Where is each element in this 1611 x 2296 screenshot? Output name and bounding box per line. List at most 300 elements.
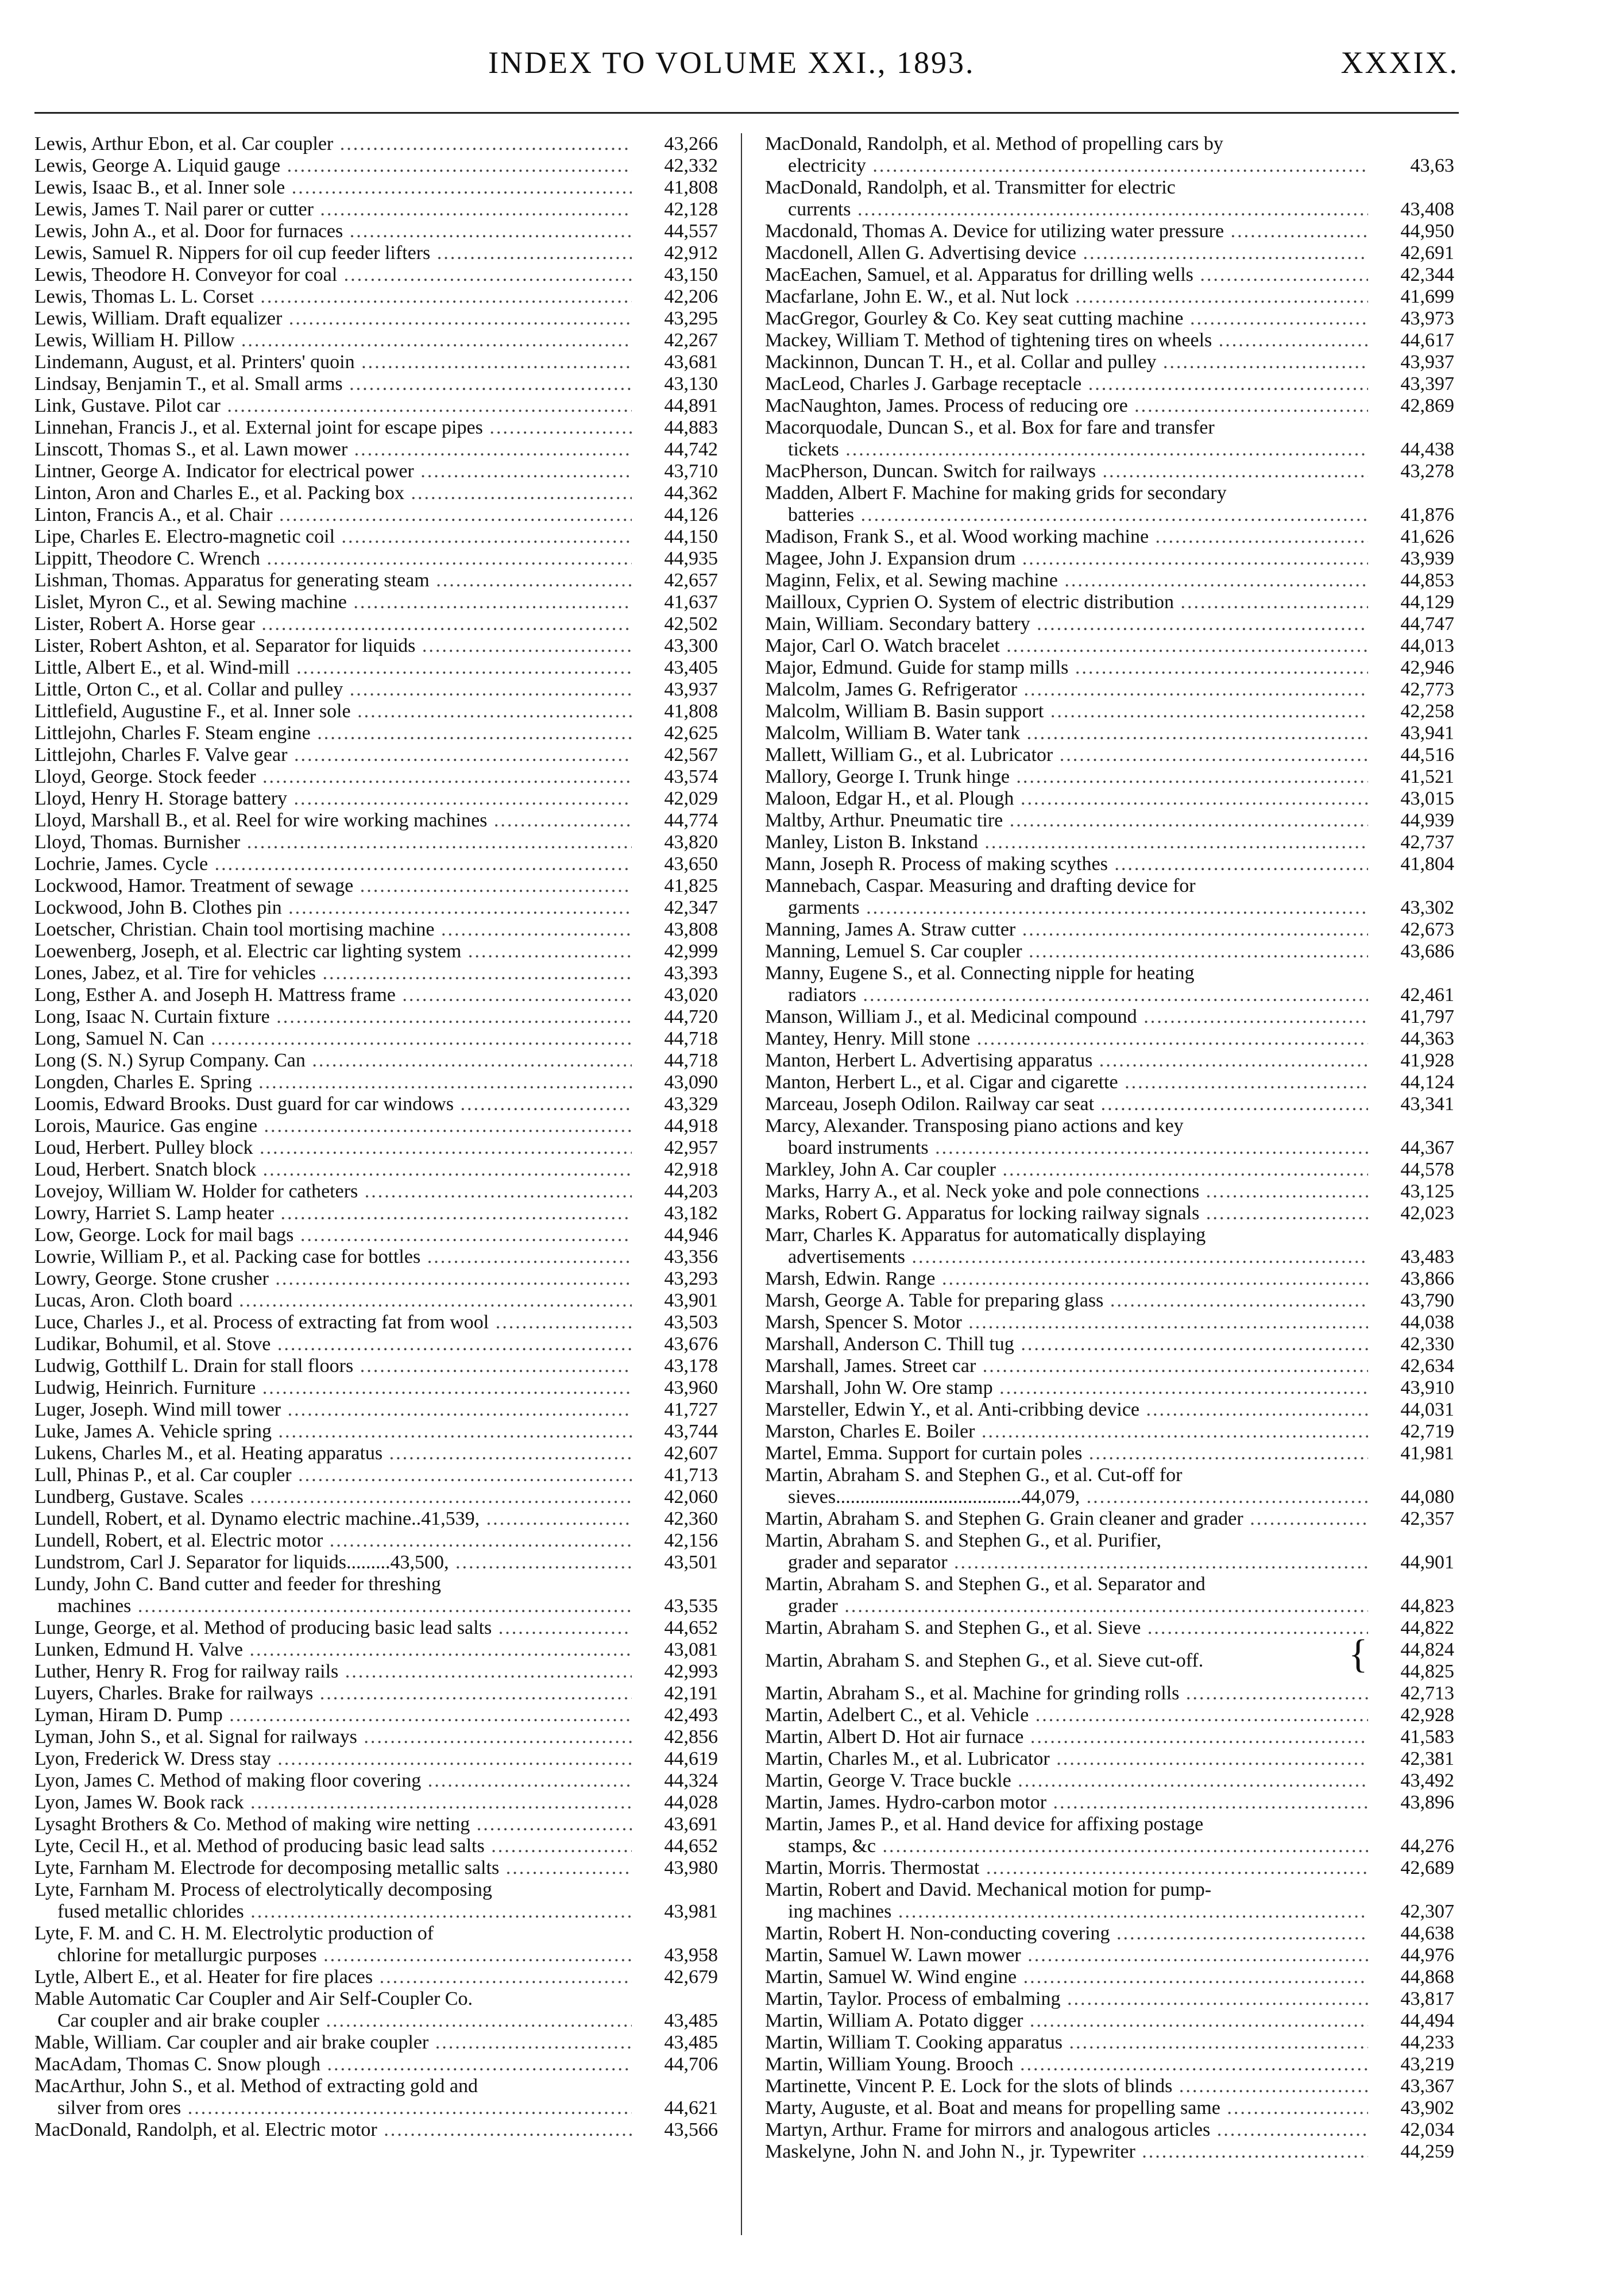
- index-entry: [34, 221, 718, 242]
- patent-number: 43,182: [664, 1203, 718, 1224]
- index-entry: [765, 548, 1454, 570]
- index-entry: [34, 701, 718, 722]
- index-entry: [34, 1246, 718, 1268]
- index-entry: [765, 1159, 1454, 1181]
- entry-text: Lister, Robert A. Horse gear .....: [34, 613, 632, 635]
- index-entry: [765, 1814, 1454, 1835]
- entry-text: Marsh, Spencer S. Motor .....: [765, 1312, 1368, 1333]
- patent-number: 44,126: [664, 504, 718, 525]
- patent-number: 41,521: [1400, 766, 1454, 787]
- entry-text: Lishman, Thomas. Apparatus for generating steam .....: [34, 570, 632, 592]
- patent-number: 43,503: [664, 1312, 718, 1333]
- entry-text: Malcolm, James G. Refrigerator .....: [765, 679, 1368, 701]
- patent-number: 44,706: [664, 2054, 718, 2075]
- patent-number: 43,866: [1400, 1268, 1454, 1289]
- entry-text-continuation: grader and separator .....: [788, 1552, 1368, 1574]
- patent-number: 44,038: [1400, 1312, 1454, 1333]
- patent-number: 43,650: [664, 853, 718, 875]
- entry-text: MacAdam, Thomas C. Snow plough .....: [34, 2054, 632, 2075]
- index-entry: [34, 2075, 718, 2097]
- entry-text-continuation: advertisements .....: [788, 1246, 1368, 1268]
- entry-text: Lewis, John A., et al. Door for furnaces .....: [34, 221, 632, 242]
- index-entry: [34, 1879, 718, 1901]
- entry-text: MacDonald, Randolph, et al. Electric motor .....: [34, 2119, 632, 2141]
- patent-number: 43,367: [1400, 2075, 1454, 2097]
- patent-number: 43,937: [1400, 351, 1454, 373]
- entry-text: Martinette, Vincent P. E. Lock for the slots of blinds .....: [765, 2075, 1368, 2097]
- index-entry: [34, 1792, 718, 1814]
- index-entry: [765, 1312, 1454, 1333]
- entry-text: Lipe, Charles E. Electro-magnetic coil .....: [34, 526, 632, 548]
- entry-text: Main, William. Secondary battery .....: [765, 613, 1368, 635]
- index-entry: [765, 766, 1454, 788]
- entry-text-continuation: electricity .....: [788, 155, 1368, 177]
- patent-number: 41,808: [664, 701, 718, 722]
- patent-number: 44,747: [1400, 613, 1454, 635]
- entry-text-continuation: radiators .....: [788, 984, 1368, 1006]
- index-entry: [34, 853, 718, 875]
- index-entry: [34, 177, 718, 199]
- entry-text: Markley, John A. Car coupler .....: [765, 1159, 1368, 1181]
- entry-text: Lundstrom, Carl J. Separator for liquids.........43,500, .....: [34, 1552, 632, 1574]
- entry-text: Lundell, Robert, et al. Electric motor .....: [34, 1530, 632, 1552]
- entry-text: Martin, Samuel W. Lawn mower .....: [765, 1945, 1368, 1966]
- entry-text: Macdonald, Thomas A. Device for utilizing water pressure .....: [765, 221, 1368, 242]
- index-entry: [34, 1377, 718, 1399]
- entry-text: MacGregor, Gourley & Co. Key seat cutting machine .....: [765, 308, 1368, 330]
- patent-number: 43,130: [664, 373, 718, 395]
- entry-text: Loewenberg, Joseph, et al. Electric car lighting system .....: [34, 941, 632, 963]
- entry-text: Martin, Abraham S. and Stephen G., et al. Separator and: [765, 1574, 1206, 1595]
- header-rule: [34, 112, 1459, 114]
- patent-number: 44,823: [1400, 1595, 1454, 1617]
- patent-number: 44,494: [1400, 2010, 1454, 2031]
- patent-number: 43,980: [664, 1857, 718, 1878]
- patent-number: 43,341: [1400, 1093, 1454, 1115]
- index-entry: [34, 242, 718, 264]
- patent-number: 44,825: [1400, 1661, 1454, 1682]
- index-entry: [765, 701, 1454, 722]
- entry-text: Madison, Frank S., et al. Wood working machine .....: [765, 526, 1368, 548]
- patent-number: 42,191: [664, 1683, 718, 1704]
- patent-number: 43,397: [1400, 373, 1454, 395]
- entry-text: Lewis, William. Draft equalizer .....: [34, 308, 632, 330]
- entry-text: Manton, Herbert L. Advertising apparatus .....: [765, 1050, 1368, 1072]
- patent-number: 43,902: [1400, 2097, 1454, 2119]
- index-entry-continuation: [765, 199, 1454, 221]
- entry-text: MacArthur, John S., et al. Method of extracting gold and: [34, 2075, 478, 2097]
- index-entry: [34, 657, 718, 679]
- patent-number: 41,876: [1400, 504, 1454, 525]
- index-entry: [765, 1399, 1454, 1421]
- patent-number: 42,034: [1400, 2119, 1454, 2140]
- patent-number: 44,124: [1400, 1072, 1454, 1093]
- entry-text: Martyn, Arthur. Frame for mirrors and analogous articles .....: [765, 2119, 1368, 2141]
- patent-number: 44,578: [1400, 1159, 1454, 1180]
- patent-number: 43,300: [664, 635, 718, 656]
- patent-number: 41,699: [1400, 286, 1454, 307]
- patent-number: 44,939: [1400, 810, 1454, 831]
- patent-number: 42,679: [664, 1966, 718, 1988]
- entry-text: Linton, Francis A., et al. Chair .....: [34, 504, 632, 526]
- entry-text: Martin, Abraham S. and Stephen G., et al. Cut-off for: [765, 1464, 1183, 1486]
- patent-number: 42,719: [1400, 1421, 1454, 1442]
- entry-text: Marks, Harry A., et al. Neck yoke and pole connections .....: [765, 1181, 1368, 1203]
- index-entry: [34, 1464, 718, 1486]
- index-entry: [765, 1683, 1454, 1704]
- index-entry: [765, 1530, 1454, 1552]
- entry-text: Lyman, Hiram D. Pump .....: [34, 1704, 632, 1726]
- index-entry: [765, 1508, 1454, 1530]
- entry-text: Manton, Herbert L., et al. Cigar and cigarette .....: [765, 1072, 1368, 1093]
- index-entry: [765, 1792, 1454, 1814]
- patent-number: 42,634: [1400, 1355, 1454, 1377]
- index-entry: [765, 482, 1454, 504]
- patent-number: 43,744: [664, 1421, 718, 1442]
- index-column-right: [765, 133, 1454, 2235]
- entry-text: Mannebach, Caspar. Measuring and drafting device for: [765, 875, 1196, 896]
- entry-text: Lyte, Farnham M. Process of electrolytically decomposing: [34, 1879, 492, 1900]
- entry-text-continuation: garments .....: [788, 897, 1368, 919]
- entry-text: Low, George. Lock for mail bags .....: [34, 1224, 632, 1246]
- patent-number: 43,081: [664, 1639, 718, 1660]
- entry-text: Mable Automatic Car Coupler and Air Self-Coupler Co.: [34, 1988, 473, 2009]
- entry-text: Lindemann, August, et al. Printers' quoin .....: [34, 351, 632, 373]
- index-entry-continuation: [34, 2097, 718, 2119]
- index-entry: [765, 1181, 1454, 1203]
- index-entry: [34, 1748, 718, 1770]
- entry-text: Linton, Aron and Charles E., et al. Packing box .....: [34, 482, 632, 504]
- patent-number: 44,720: [664, 1006, 718, 1027]
- entry-text: Manny, Eugene S., et al. Connecting nipple for heating: [765, 963, 1195, 984]
- index-entry: [765, 1093, 1454, 1115]
- entry-text: Manley, Liston B. Inkstand .....: [765, 832, 1368, 853]
- index-entry: [765, 1203, 1454, 1224]
- index-entry: [34, 1683, 718, 1704]
- index-entry: [34, 744, 718, 766]
- entry-text: Maginn, Felix, et al. Sewing machine .....: [765, 570, 1368, 592]
- patent-number: 44,367: [1400, 1137, 1454, 1158]
- entry-text: Long, Esther A. and Joseph H. Mattress frame .....: [34, 984, 632, 1006]
- entry-text: Lloyd, Henry H. Storage battery .....: [34, 788, 632, 810]
- entry-text: Lippitt, Theodore C. Wrench .....: [34, 548, 632, 570]
- entry-text: Littlejohn, Charles F. Steam engine .....: [34, 722, 632, 744]
- entry-text: Lintner, George A. Indicator for electrical power .....: [34, 461, 632, 482]
- brace-mark: {: [1349, 1632, 1368, 1676]
- entry-text: Lucas, Aron. Cloth board .....: [34, 1290, 632, 1312]
- entry-text: Marr, Charles K. Apparatus for automatically displaying: [765, 1224, 1206, 1246]
- index-entry: [765, 2097, 1454, 2119]
- entry-text: MacDonald, Randolph, et al. Transmitter for electric: [765, 177, 1176, 198]
- index-entry: [765, 1857, 1454, 1879]
- entry-text: Martin, George V. Trace buckle .....: [765, 1770, 1368, 1792]
- entry-text: Marsh, George A. Table for preparing glass .....: [765, 1290, 1368, 1312]
- patent-number: 42,657: [664, 570, 718, 591]
- entry-text: Maloon, Edgar H., et al. Plough .....: [765, 788, 1368, 810]
- entry-text: Linscott, Thomas S., et al. Lawn mower .....: [34, 439, 632, 461]
- index-entry: [34, 1072, 718, 1093]
- patent-number: 41,727: [664, 1399, 718, 1420]
- index-entry: [34, 1006, 718, 1028]
- entry-text: Lewis, James T. Nail parer or cutter .....: [34, 199, 632, 221]
- index-entry: [765, 919, 1454, 941]
- patent-number: 43,393: [664, 963, 718, 984]
- patent-number: 43,820: [664, 832, 718, 853]
- index-entry: [34, 1203, 718, 1224]
- patent-number: 43,790: [1400, 1290, 1454, 1311]
- index-entry: [765, 853, 1454, 875]
- patent-number: 44,950: [1400, 221, 1454, 242]
- patent-number: 44,203: [664, 1181, 718, 1202]
- index-entry: [34, 963, 718, 984]
- entry-text: Mallett, William G., et al. Lubricator .....: [765, 744, 1368, 766]
- index-entry: [765, 613, 1454, 635]
- entry-text: Martel, Emma. Support for curtain poles .....: [765, 1443, 1368, 1464]
- patent-number: 42,737: [1400, 832, 1454, 853]
- entry-text: Martin, Morris. Thermostat .....: [765, 1857, 1368, 1879]
- index-entry: [765, 1115, 1454, 1137]
- entry-text: Lundberg, Gustave. Scales .....: [34, 1486, 632, 1508]
- index-entry: [34, 482, 718, 504]
- index-entry-continuation: [765, 504, 1454, 526]
- patent-number: 43,125: [1400, 1181, 1454, 1202]
- entry-text: Malcolm, William B. Water tank .....: [765, 722, 1368, 744]
- entry-text: Macorquodale, Duncan S., et al. Box for fare and transfer: [765, 417, 1215, 438]
- patent-number: 43,408: [1400, 199, 1454, 220]
- index-entry: [34, 919, 718, 941]
- patent-number: 44,619: [664, 1748, 718, 1769]
- index-entry: [34, 635, 718, 657]
- entry-text: Luther, Henry R. Frog for railway rails .....: [34, 1661, 632, 1683]
- entry-text: Marshall, John W. Ore stamp .....: [765, 1377, 1368, 1399]
- patent-number: 43,960: [664, 1377, 718, 1398]
- index-entry: [765, 2141, 1454, 2163]
- entry-text: Martin, Abraham S. and Stephen G., et al. Sieve cut-off.: [765, 1650, 1204, 1671]
- index-entry: [34, 897, 718, 919]
- patent-number: 43,939: [1400, 548, 1454, 569]
- patent-number: 44,028: [664, 1792, 718, 1813]
- patent-number: 44,438: [1400, 439, 1454, 460]
- entry-text: Lundy, John C. Band cutter and feeder for threshing: [34, 1574, 441, 1595]
- index-entry: [765, 308, 1454, 330]
- entry-text: Major, Edmund. Guide for stamp mills .....: [765, 657, 1368, 679]
- index-entry: [34, 1552, 718, 1574]
- index-entry-continuation: [765, 1486, 1454, 1508]
- entry-text-continuation: grader .....: [788, 1595, 1368, 1617]
- entry-text: Lundell, Robert, et al. Dynamo electric machine..41,539, .....: [34, 1508, 632, 1530]
- entry-text: Lewis, Theodore H. Conveyor for coal .....: [34, 264, 632, 286]
- entry-text: Lukens, Charles M., et al. Heating apparatus .....: [34, 1443, 632, 1464]
- patent-number: 44,718: [664, 1028, 718, 1049]
- entry-text: MacEachen, Samuel, et al. Apparatus for drilling wells .....: [765, 264, 1368, 286]
- entry-text: MacNaughton, James. Process of reducing ore .....: [765, 395, 1368, 417]
- patent-number: 43,020: [664, 984, 718, 1006]
- patent-number: 44,276: [1400, 1835, 1454, 1857]
- patent-number: 44,233: [1400, 2032, 1454, 2053]
- patent-number: 44,891: [664, 395, 718, 416]
- patent-number: 44,853: [1400, 570, 1454, 591]
- patent-number: 43,485: [664, 2032, 718, 2053]
- index-entry: [765, 2119, 1454, 2141]
- entry-text: Lysaght Brothers & Co. Method of making wire netting .....: [34, 1814, 632, 1835]
- patent-number: 43,981: [664, 1901, 718, 1922]
- index-entry: [765, 1574, 1454, 1595]
- index-entry: [765, 417, 1454, 439]
- entry-text: Lloyd, George. Stock feeder .....: [34, 766, 632, 788]
- patent-number: 42,912: [664, 242, 718, 264]
- index-entry: [765, 810, 1454, 832]
- entry-text: Lewis, Thomas L. L. Corset .....: [34, 286, 632, 308]
- patent-number: 44,013: [1400, 635, 1454, 656]
- index-entry: [765, 264, 1454, 286]
- index-entry: [34, 264, 718, 286]
- entry-text: Martin, Adelbert C., et al. Vehicle .....: [765, 1704, 1368, 1726]
- index-entry: [34, 1333, 718, 1355]
- entry-text-continuation: stamps, &c .....: [788, 1835, 1368, 1857]
- patent-number: 43,295: [664, 308, 718, 329]
- patent-number: 42,461: [1400, 984, 1454, 1006]
- index-entry: [34, 461, 718, 482]
- entry-text: Lewis, George A. Liquid gauge .....: [34, 155, 632, 177]
- patent-number: 42,713: [1400, 1683, 1454, 1704]
- patent-number: 42,023: [1400, 1203, 1454, 1224]
- entry-text-continuation: board instruments .....: [788, 1137, 1368, 1159]
- index-entry: [34, 155, 718, 177]
- index-entry-continuation: [765, 439, 1454, 461]
- index-entry: [34, 548, 718, 570]
- index-entry-continuation: [765, 1137, 1454, 1159]
- entry-text: MacDonald, Randolph, et al. Method of propelling cars by: [765, 133, 1223, 154]
- patent-number: 44,718: [664, 1050, 718, 1071]
- entry-text-continuation: ing machines .....: [788, 1901, 1368, 1923]
- patent-number: 41,981: [1400, 1443, 1454, 1464]
- index-entry: [34, 1923, 718, 1945]
- index-entry: [765, 592, 1454, 613]
- entry-text: Martin, Charles M., et al. Lubricator .....: [765, 1748, 1368, 1770]
- entry-text: Lyon, James C. Method of making floor covering .....: [34, 1770, 632, 1792]
- index-entry-continuation: [765, 155, 1454, 177]
- patent-number: 42,493: [664, 1704, 718, 1726]
- entry-text: Lorois, Maurice. Gas engine .....: [34, 1115, 632, 1137]
- patent-number: 43,676: [664, 1333, 718, 1355]
- index-entry: [765, 1268, 1454, 1290]
- entry-text: Martin, Samuel W. Wind engine .....: [765, 1966, 1368, 1988]
- entry-text: Little, Orton C., et al. Collar and pulley .....: [34, 679, 632, 701]
- index-entry: [34, 1966, 718, 1988]
- index-entry: [34, 592, 718, 613]
- index-entry: [34, 1508, 718, 1530]
- index-entry: [34, 1399, 718, 1421]
- entry-text: Manson, William J., et al. Medicinal compound .....: [765, 1006, 1368, 1028]
- index-entry: [34, 679, 718, 701]
- index-entry: [34, 766, 718, 788]
- index-entry: [34, 1050, 718, 1072]
- patent-number: 43,973: [1400, 308, 1454, 329]
- entry-text: Littlefield, Augustine F., et al. Inner sole .....: [34, 701, 632, 722]
- patent-number: 43,941: [1400, 722, 1454, 744]
- patent-number: 43,178: [664, 1355, 718, 1377]
- index-entry: [34, 1530, 718, 1552]
- index-entry: [34, 788, 718, 810]
- index-entry: [34, 1312, 718, 1333]
- index-entry: [34, 722, 718, 744]
- patent-number: 43,293: [664, 1268, 718, 1289]
- patent-number: 44,617: [1400, 330, 1454, 351]
- entry-text: Lytle, Albert E., et al. Heater for fire places .....: [34, 1966, 632, 1988]
- index-entry-continuation: [765, 897, 1454, 919]
- index-entry: [34, 1486, 718, 1508]
- entry-text: Loud, Herbert. Snatch block .....: [34, 1159, 632, 1181]
- patent-number: 43,910: [1400, 1377, 1454, 1398]
- patent-number: 43,901: [664, 1290, 718, 1311]
- index-entry: [765, 2075, 1454, 2097]
- index-entry: [765, 941, 1454, 963]
- patent-number: 43,958: [664, 1945, 718, 1966]
- patent-number: 43,574: [664, 766, 718, 787]
- entry-text: Longden, Charles E. Spring .....: [34, 1072, 632, 1093]
- patent-number: 44,324: [664, 1770, 718, 1791]
- index-entry: [765, 133, 1454, 155]
- index-entry: [765, 177, 1454, 199]
- entry-text: Marston, Charles E. Boiler .....: [765, 1421, 1368, 1443]
- entry-text: Mallory, George I. Trunk hinge .....: [765, 766, 1368, 788]
- entry-text: Martin, Abraham S., et al. Machine for grinding rolls .....: [765, 1683, 1368, 1704]
- entry-text-continuation: silver from ores .....: [57, 2097, 632, 2119]
- entry-text: Lones, Jabez, et al. Tire for vehicles .....: [34, 963, 632, 984]
- patent-number: 43,015: [1400, 788, 1454, 809]
- patent-number: 43,566: [664, 2119, 718, 2140]
- entry-text-continuation: batteries .....: [788, 504, 1368, 526]
- entry-text: Lewis, William H. Pillow .....: [34, 330, 632, 351]
- entry-text: Martin, Abraham S. and Stephen G. Grain cleaner and grader .....: [765, 1508, 1368, 1530]
- patent-number: 44,129: [1400, 592, 1454, 613]
- patent-number: 43,150: [664, 264, 718, 285]
- patent-number: 42,502: [664, 613, 718, 635]
- patent-number: 42,856: [664, 1726, 718, 1748]
- entry-text: Martin, Abraham S. and Stephen G., et al. Purifier,: [765, 1530, 1161, 1551]
- patent-number: 44,822: [1400, 1617, 1454, 1638]
- index-entry: [34, 1181, 718, 1203]
- entry-text: Mantey, Henry. Mill stone .....: [765, 1028, 1368, 1050]
- patent-number: 43,681: [664, 351, 718, 373]
- entry-text: Lister, Robert Ashton, et al. Separator for liquids .....: [34, 635, 632, 657]
- entry-text-continuation: fused metallic chlorides .....: [57, 1901, 632, 1923]
- index-entry: [34, 373, 718, 395]
- entry-text: Martin, William Young. Brooch .....: [765, 2054, 1368, 2075]
- patent-number: 43,405: [664, 657, 718, 678]
- patent-number: 42,330: [1400, 1333, 1454, 1355]
- patent-number: 41,583: [1400, 1726, 1454, 1748]
- entry-text: Martin, William T. Cooking apparatus .....: [765, 2032, 1368, 2054]
- entry-text: Lull, Phinas P., et al. Car coupler .....: [34, 1464, 632, 1486]
- patent-number: 41,637: [664, 592, 718, 613]
- index-entry: [765, 1443, 1454, 1464]
- entry-text: Mann, Joseph R. Process of making scythes .....: [765, 853, 1368, 875]
- index-entry: [765, 1421, 1454, 1443]
- entry-text: Major, Carl O. Watch bracelet .....: [765, 635, 1368, 657]
- index-entry: [765, 744, 1454, 766]
- entry-text: Long, Isaac N. Curtain fixture .....: [34, 1006, 632, 1028]
- entry-text: Lloyd, Thomas. Burnisher .....: [34, 832, 632, 853]
- index-entry: [765, 1879, 1454, 1901]
- entry-text: Mailloux, Cyprien O. System of electric distribution .....: [765, 592, 1368, 613]
- index-entry: [765, 1028, 1454, 1050]
- index-entry: [765, 351, 1454, 373]
- patent-number: 43,63: [1410, 155, 1454, 176]
- index-entry: [765, 657, 1454, 679]
- entry-text: Lislet, Myron C., et al. Sewing machine .....: [34, 592, 632, 613]
- patent-number: 41,928: [1400, 1050, 1454, 1071]
